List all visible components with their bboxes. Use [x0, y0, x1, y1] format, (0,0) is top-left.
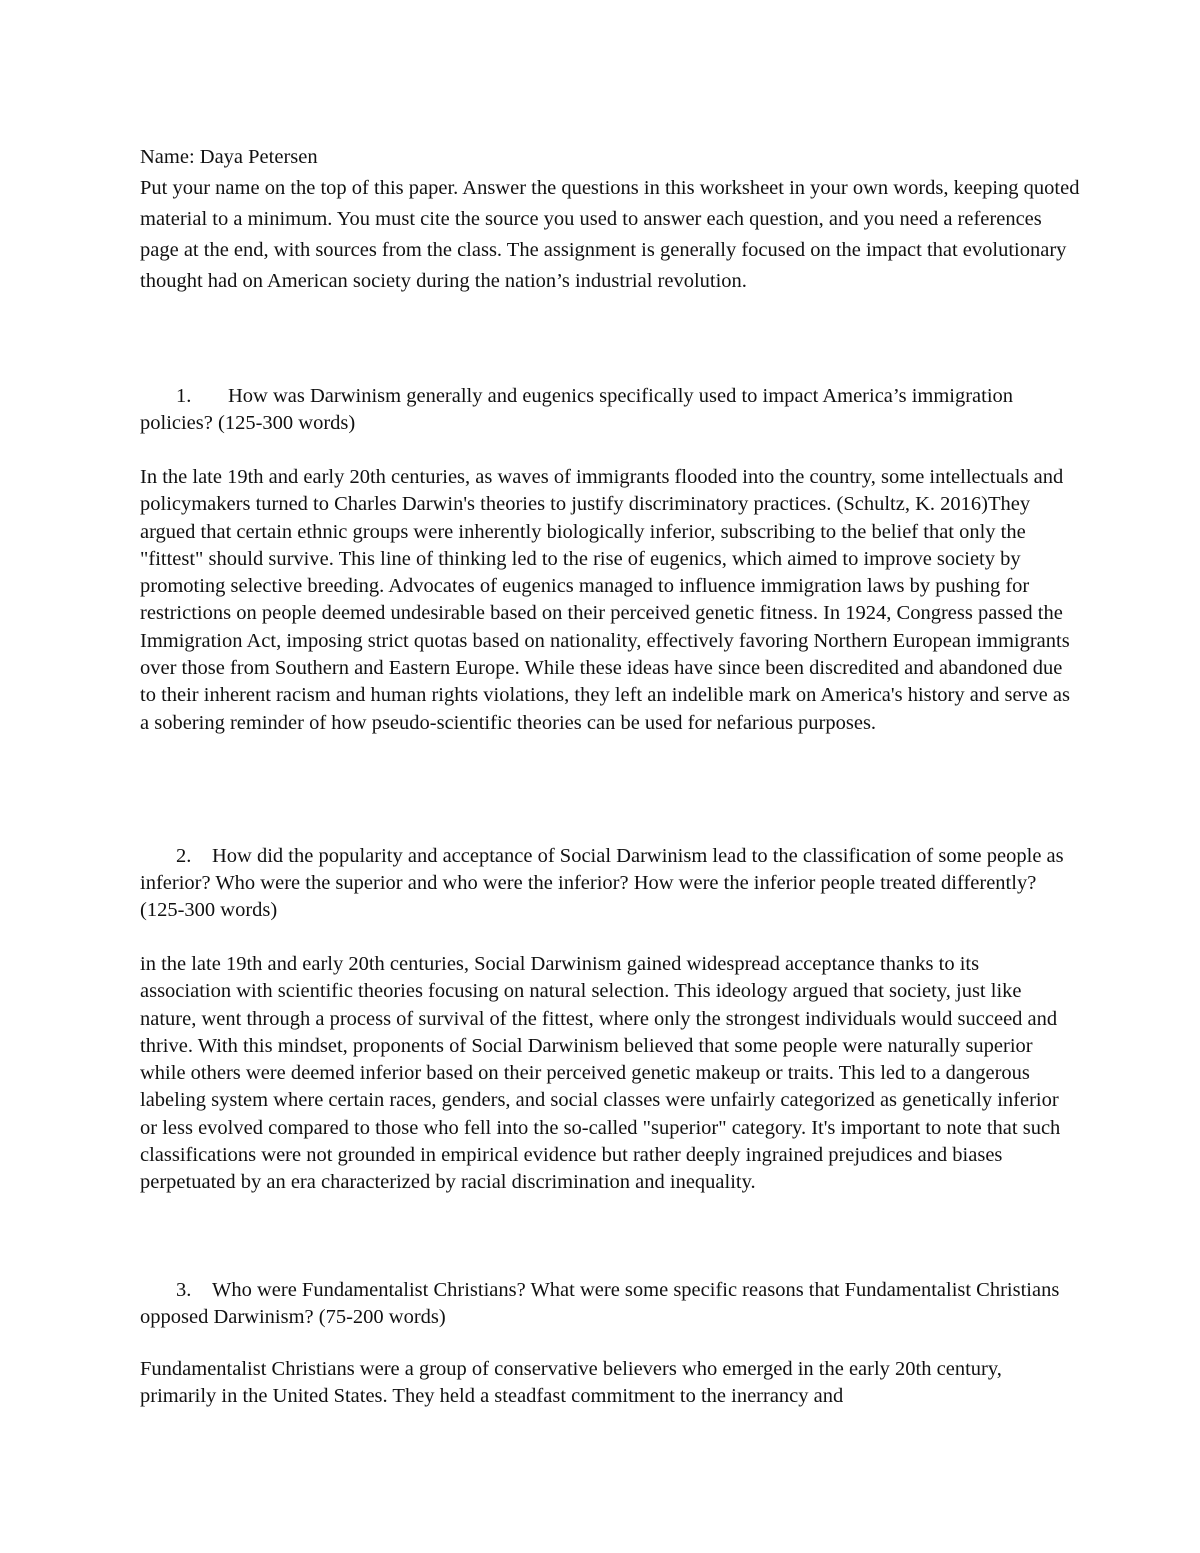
answer-3: Fundamentalist Christians were a group of conservative believers who emerged in the early 20th century, primarily in the United States. They held a steadfast commitment to the inerrancy and — [140, 1358, 1002, 1408]
question-number: 3. — [176, 1279, 192, 1301]
question-number: 2. — [176, 845, 192, 867]
question-number: 1. — [176, 385, 192, 407]
instructions: Put your name on the top of this paper. Answer the questions in this worksheet in your own words, keeping quoted material to a minimum. You must cite the source you used to answer each question, and you need a references page at the end, with sources from the class. The assignment is generally focused on the impact that evolutionary thought had on American society during the nation’s industrial revolution. — [140, 177, 1080, 292]
header — [140, 142, 1080, 297]
question-3 — [140, 1277, 1070, 1331]
student-name: Name: Daya Petersen — [140, 146, 318, 168]
question-text: How did the popularity and acceptance of Social Darwinism lead to the classification of some people as inferior? Who were the superior and who were the inferior? How were the inferior people treated differently? (125-300 words) — [140, 845, 1064, 921]
answer-2: in the late 19th and early 20th centuries, Social Darwinism gained widespread acceptance thanks to its association with scientific theories focusing on natural selection. This ideology argued that society, just like nature, went through a process of survival of the fittest, where only the strongest individuals would succeed and thrive. With this mindset, proponents of Social Darwinism believed that some people were naturally superior while others were deemed inferior based on their perceived genetic makeup or traits. This led to a dangerous labeling system where certain races, genders, and social classes were unfairly categorized as genetically inferior or less evolved compared to those who fell into the so-called "superior" category. It's important to note that such classifications were not grounded in empirical evidence but rather deeply ingrained prejudices and biases perpetuated by an era characterized by racial discrimination and inequality. — [140, 953, 1061, 1194]
question-2 — [140, 843, 1070, 924]
question-1 — [140, 383, 1070, 437]
question-text: How was Darwinism generally and eugenics specifically used to impact America’s immigration policies? (125-300 words) — [140, 385, 1014, 434]
answer-1: In the late 19th and early 20th centuries, as waves of immigrants flooded into the country, some intellectuals and policymakers turned to Charles Darwin's theories to justify discriminatory practices. (Schultz, K. 2016)They argued that certain ethnic groups were inherently biologically inferior, subscribing to the belief that only the "fittest" should survive. This line of thinking led to the rise of eugenics, which aimed to improve society by promoting selective breeding. Advocates of eugenics managed to influence immigration laws by pushing for restrictions on people deemed undesirable based on their perceived genetic fitness. In 1924, Congress passed the Immigration Act, imposing strict quotas based on nationality, effectively favoring Northern European immigrants over those from Southern and Eastern Europe. While these ideas have since been discredited and abandoned due to their inherent racism and human rights violations, they left an indelible mark on America's history and serve as a sobering reminder of how pseudo-scientific theories can be used for nefarious purposes. — [140, 466, 1070, 734]
question-text: Who were Fundamentalist Christians? What were some specific reasons that Fundamentalist Christians opposed Darwinism? (75-200 words) — [140, 1279, 1060, 1328]
